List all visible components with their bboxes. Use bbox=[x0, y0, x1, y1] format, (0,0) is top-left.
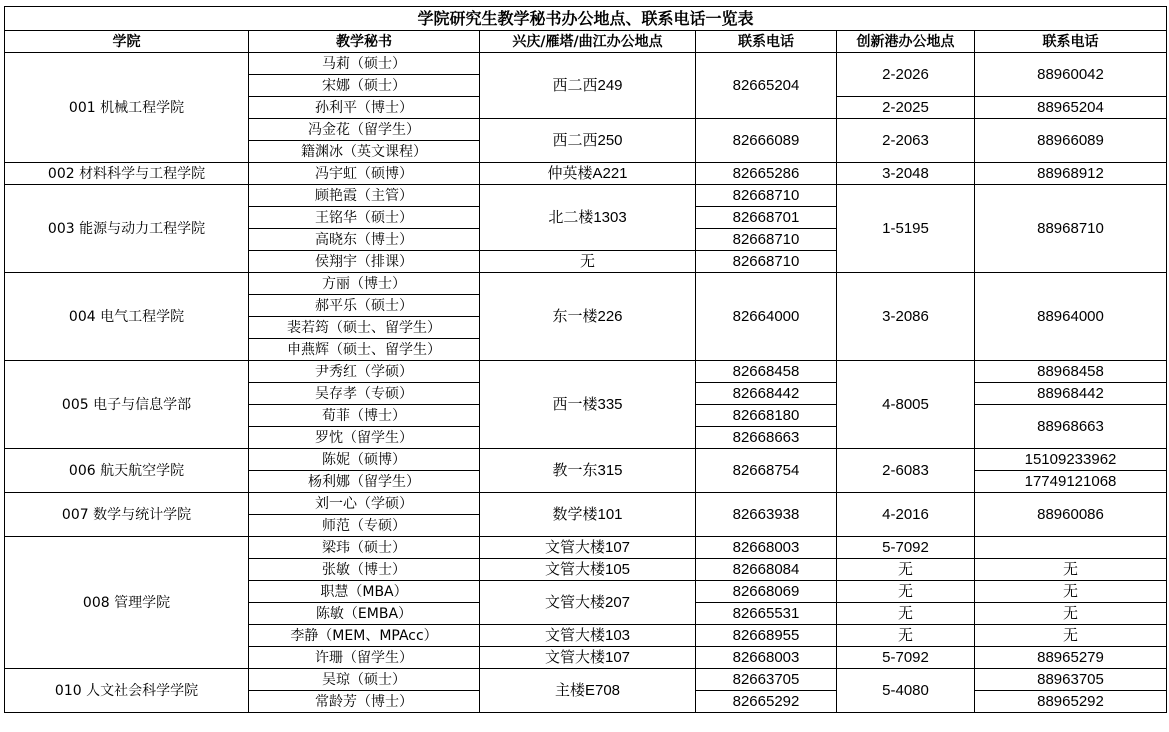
phone-cell: 82668710 bbox=[696, 185, 837, 207]
innovation-phone-cell: 88960042 bbox=[975, 53, 1167, 97]
innovation-office-cell: 5-4080 bbox=[837, 669, 975, 713]
office-cell: 文管大楼107 bbox=[480, 537, 696, 559]
secretary-cell: 师范（专硕） bbox=[249, 515, 480, 537]
phone-cell: 82668084 bbox=[696, 559, 837, 581]
office-cell: 文管大楼107 bbox=[480, 647, 696, 669]
header-office: 兴庆/雁塔/曲江办公地点 bbox=[480, 31, 696, 53]
secretary-cell: 职慧（MBA） bbox=[249, 581, 480, 603]
phone-cell: 82666089 bbox=[696, 119, 837, 163]
college-cell: 002 材料科学与工程学院 bbox=[5, 163, 249, 185]
secretary-cell: 裴若筠（硕士、留学生） bbox=[249, 317, 480, 339]
secretary-cell: 常龄芳（博士） bbox=[249, 691, 480, 713]
secretary-cell: 李静（MEM、MPAcc） bbox=[249, 625, 480, 647]
innovation-office-cell: 2-2025 bbox=[837, 97, 975, 119]
secretary-cell: 申燕辉（硕士、留学生） bbox=[249, 339, 480, 361]
secretary-cell: 方丽（博士） bbox=[249, 273, 480, 295]
phone-cell: 82665531 bbox=[696, 603, 837, 625]
innovation-phone-cell: 无 bbox=[975, 581, 1167, 603]
innovation-phone-cell: 88968912 bbox=[975, 163, 1167, 185]
header-phone: 联系电话 bbox=[696, 31, 837, 53]
phone-cell: 82668663 bbox=[696, 427, 837, 449]
innovation-phone-cell: 88965204 bbox=[975, 97, 1167, 119]
innovation-phone-cell: 88968458 bbox=[975, 361, 1167, 383]
innovation-phone-cell: 15109233962 bbox=[975, 449, 1167, 471]
college-cell: 001 机械工程学院 bbox=[5, 53, 249, 163]
college-cell: 004 电气工程学院 bbox=[5, 273, 249, 361]
innovation-phone-cell: 88965292 bbox=[975, 691, 1167, 713]
secretary-cell: 王铭华（硕士） bbox=[249, 207, 480, 229]
innovation-phone-cell: 88965279 bbox=[975, 647, 1167, 669]
secretary-cell: 罗忱（留学生） bbox=[249, 427, 480, 449]
office-cell: 西二西249 bbox=[480, 53, 696, 119]
secretary-cell: 梁玮（硕士） bbox=[249, 537, 480, 559]
office-cell: 东一楼226 bbox=[480, 273, 696, 361]
phone-cell: 82668710 bbox=[696, 251, 837, 273]
college-cell: 003 能源与动力工程学院 bbox=[5, 185, 249, 273]
innovation-office-cell: 2-2026 bbox=[837, 53, 975, 97]
secretary-cell: 孙利平（博士） bbox=[249, 97, 480, 119]
innovation-office-cell: 5-7092 bbox=[837, 537, 975, 559]
secretary-cell: 陈敏（EMBA） bbox=[249, 603, 480, 625]
college-cell: 008 管理学院 bbox=[5, 537, 249, 669]
office-cell: 主楼E708 bbox=[480, 669, 696, 713]
table-row bbox=[5, 163, 1167, 185]
innovation-office-cell: 无 bbox=[837, 625, 975, 647]
innovation-office-cell: 2-6083 bbox=[837, 449, 975, 493]
innovation-phone-cell: 无 bbox=[975, 625, 1167, 647]
table-row bbox=[5, 669, 1167, 691]
phone-cell: 82668754 bbox=[696, 449, 837, 493]
office-cell: 西一楼335 bbox=[480, 361, 696, 449]
secretary-cell: 陈妮（硕博） bbox=[249, 449, 480, 471]
header-row bbox=[5, 31, 1167, 53]
phone-cell: 82663705 bbox=[696, 669, 837, 691]
innovation-phone-cell: 88964000 bbox=[975, 273, 1167, 361]
phone-cell: 82668003 bbox=[696, 647, 837, 669]
college-cell: 010 人文社会科学学院 bbox=[5, 669, 249, 713]
innovation-office-cell: 无 bbox=[837, 581, 975, 603]
secretary-contact-table bbox=[4, 6, 1167, 713]
secretary-cell: 冯金花（留学生） bbox=[249, 119, 480, 141]
innovation-phone-cell: 88963705 bbox=[975, 669, 1167, 691]
phone-cell: 82668003 bbox=[696, 537, 837, 559]
header-innovation-office: 创新港办公地点 bbox=[837, 31, 975, 53]
table-row bbox=[5, 53, 1167, 75]
secretary-cell: 侯翔宇（排课） bbox=[249, 251, 480, 273]
header-innovation-phone: 联系电话 bbox=[975, 31, 1167, 53]
innovation-office-cell: 3-2086 bbox=[837, 273, 975, 361]
office-cell: 无 bbox=[480, 251, 696, 273]
innovation-office-cell: 无 bbox=[837, 559, 975, 581]
college-cell: 005 电子与信息学部 bbox=[5, 361, 249, 449]
phone-cell: 82668710 bbox=[696, 229, 837, 251]
phone-cell: 82664000 bbox=[696, 273, 837, 361]
secretary-cell: 高晓东（博士） bbox=[249, 229, 480, 251]
office-cell: 文管大楼207 bbox=[480, 581, 696, 625]
innovation-phone-cell: 88960086 bbox=[975, 493, 1167, 537]
office-cell: 西二西250 bbox=[480, 119, 696, 163]
office-cell: 仲英楼A221 bbox=[480, 163, 696, 185]
secretary-cell: 冯宇虹（硕博） bbox=[249, 163, 480, 185]
secretary-cell: 许珊（留学生） bbox=[249, 647, 480, 669]
innovation-phone-cell: 88966089 bbox=[975, 119, 1167, 163]
header-college: 学院 bbox=[5, 31, 249, 53]
innovation-office-cell: 2-2063 bbox=[837, 119, 975, 163]
innovation-office-cell: 4-2016 bbox=[837, 493, 975, 537]
secretary-cell: 吴琼（硕士） bbox=[249, 669, 480, 691]
table-row bbox=[5, 493, 1167, 515]
header-secretary: 教学秘书 bbox=[249, 31, 480, 53]
college-cell: 006 航天航空学院 bbox=[5, 449, 249, 493]
innovation-phone-cell: 17749121068 bbox=[975, 471, 1167, 493]
secretary-cell: 尹秀红（学硕） bbox=[249, 361, 480, 383]
innovation-phone-cell: 无 bbox=[975, 559, 1167, 581]
secretary-cell: 荀菲（博士） bbox=[249, 405, 480, 427]
office-cell: 文管大楼105 bbox=[480, 559, 696, 581]
secretary-cell: 郝平乐（硕士） bbox=[249, 295, 480, 317]
table-row bbox=[5, 273, 1167, 295]
office-cell: 文管大楼103 bbox=[480, 625, 696, 647]
innovation-office-cell: 无 bbox=[837, 603, 975, 625]
office-cell: 北二楼1303 bbox=[480, 185, 696, 251]
innovation-office-cell: 5-7092 bbox=[837, 647, 975, 669]
innovation-phone-cell: 无 bbox=[975, 603, 1167, 625]
phone-cell: 82668180 bbox=[696, 405, 837, 427]
innovation-phone-cell: 88968442 bbox=[975, 383, 1167, 405]
innovation-phone-cell: 88968710 bbox=[975, 185, 1167, 273]
innovation-office-cell: 4-8005 bbox=[837, 361, 975, 449]
table-row bbox=[5, 361, 1167, 383]
secretary-cell: 马莉（硕士） bbox=[249, 53, 480, 75]
secretary-cell: 顾艳霞（主管） bbox=[249, 185, 480, 207]
innovation-office-cell: 1-5195 bbox=[837, 185, 975, 273]
secretary-cell: 杨利娜（留学生） bbox=[249, 471, 480, 493]
phone-cell: 82668701 bbox=[696, 207, 837, 229]
innovation-phone-cell bbox=[975, 537, 1167, 559]
phone-cell: 82663938 bbox=[696, 493, 837, 537]
office-cell: 数学楼101 bbox=[480, 493, 696, 537]
table-row bbox=[5, 537, 1167, 559]
table-row bbox=[5, 185, 1167, 207]
phone-cell: 82665292 bbox=[696, 691, 837, 713]
secretary-cell: 刘一心（学硕） bbox=[249, 493, 480, 515]
college-cell: 007 数学与统计学院 bbox=[5, 493, 249, 537]
phone-cell: 82665286 bbox=[696, 163, 837, 185]
phone-cell: 82668458 bbox=[696, 361, 837, 383]
office-cell: 教一东315 bbox=[480, 449, 696, 493]
phone-cell: 82668955 bbox=[696, 625, 837, 647]
table-body bbox=[5, 53, 1167, 713]
secretary-cell: 张敏（博士） bbox=[249, 559, 480, 581]
secretary-cell: 宋娜（硕士） bbox=[249, 75, 480, 97]
innovation-office-cell: 3-2048 bbox=[837, 163, 975, 185]
secretary-cell: 吴存孝（专硕） bbox=[249, 383, 480, 405]
innovation-phone-cell: 88968663 bbox=[975, 405, 1167, 449]
secretary-cell: 籍渊冰（英文课程） bbox=[249, 141, 480, 163]
phone-cell: 82665204 bbox=[696, 53, 837, 119]
table-row bbox=[5, 449, 1167, 471]
phone-cell: 82668069 bbox=[696, 581, 837, 603]
phone-cell: 82668442 bbox=[696, 383, 837, 405]
table-title: 学院研究生教学秘书办公地点、联系电话一览表 bbox=[5, 7, 1167, 31]
